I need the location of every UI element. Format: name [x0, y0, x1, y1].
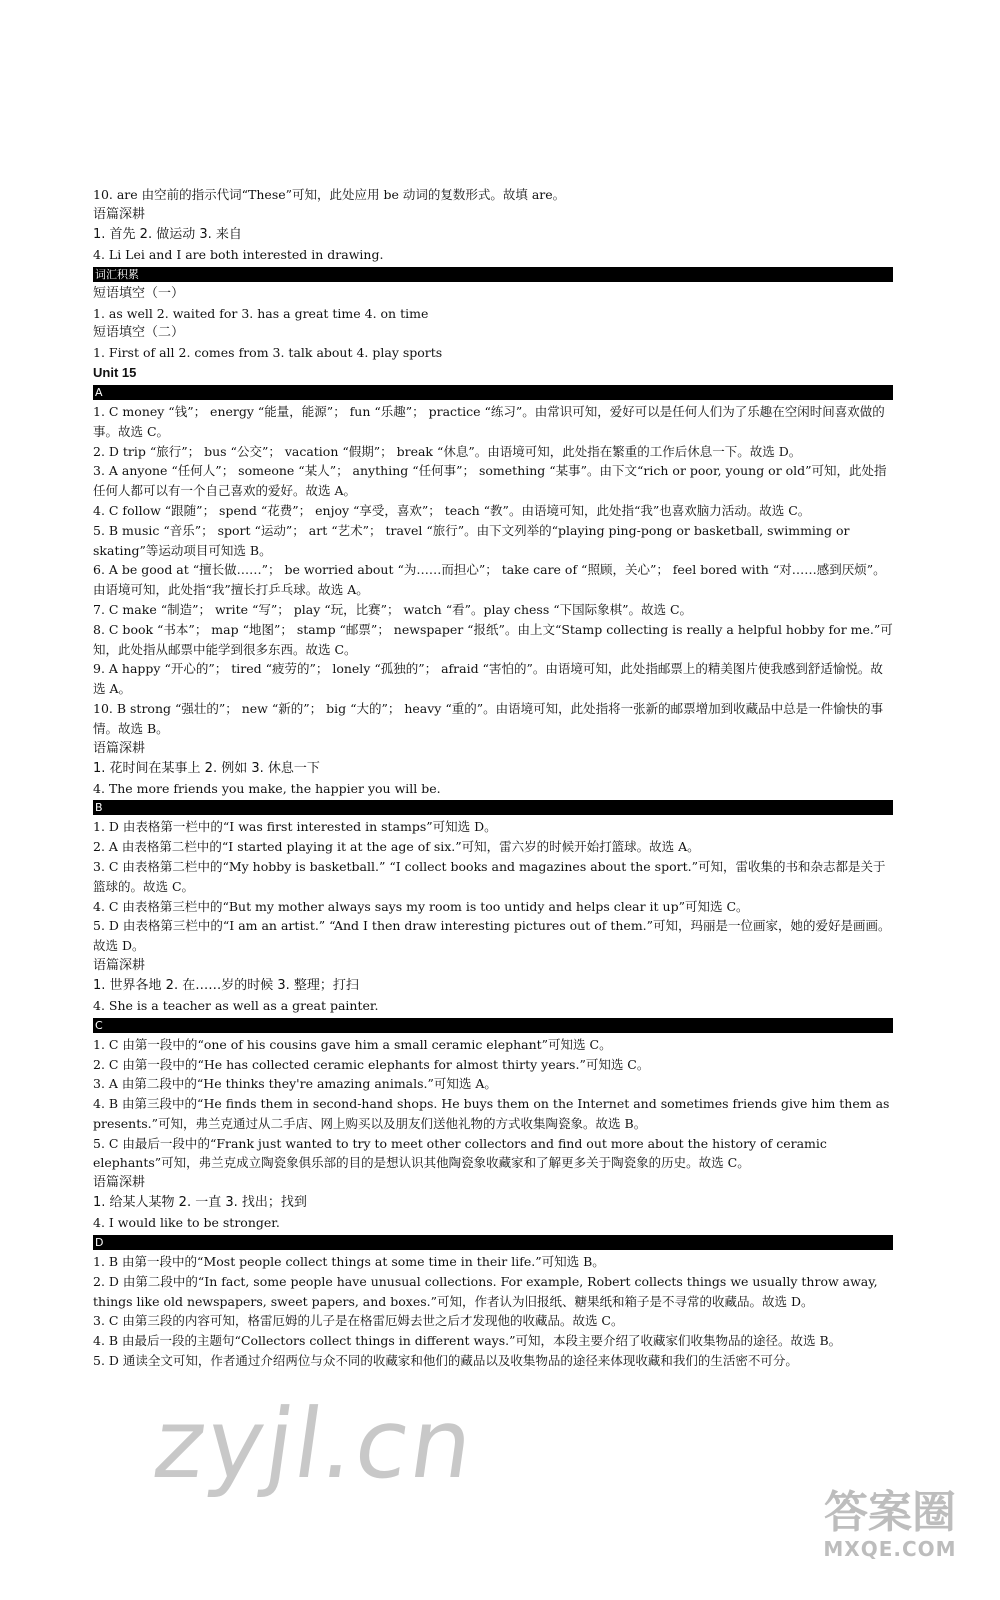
answer-line: 4. C 由表格第三栏中的“But my mother always says my room is too untidy and helps clear it up”可知选 C。 [93, 898, 749, 914]
answer-line: 1. B 由第一段中的“Most people collect things at some time in their life.”可知选 B。 [93, 1254, 605, 1270]
section-heading: 短语填空（一） [93, 285, 185, 301]
answer-line: 9. A happy “开心的”； tired “疲劳的”； lonely “孤独的”； afraid “害怕的”。由语境可知，此处指邮票上的精美图片使我感到舒适愉悦。故选 A。 [93, 661, 883, 697]
answer-line: 5. B music “音乐”； sport “运动”； art “艺术”； travel “旅行”。由下文列举的“playing ping-pong or basketball, swimming or skating”等运动项目可知选 B。 [93, 522, 850, 558]
answer-line: 10. are 由空前的指示代词“These”可知，此处应用 be 动词的复数形式。故填 are。 [93, 187, 566, 202]
answer-line: 1. C money “钱”； energy “能量，能源”； fun “乐趣”； practice “练习”。由常识可知，爱好可以是任何人们为了乐趣在空闲时间喜欢做的事。故选 C。 [93, 403, 885, 439]
answer-line: 1. 花时间在某事上 2. 例如 3. 休息一下 [93, 760, 320, 776]
logo-watermark [815, 1488, 965, 1560]
answer-line: 4. Li Lei and I are both interested in drawing. [93, 246, 384, 262]
unit-title: Unit 15 [93, 365, 137, 381]
logo-text: 答案圈 [824, 1487, 956, 1538]
answer-line: 4. B 由第三段中的“He finds them in second-hand shops. He buys them on the Internet and sometimes friends give him them as presents.”可知，弗兰克通过从二手店、网上购买以及朋友们送他礼物的方式收集陶瓷象。故选 B。 [93, 1096, 890, 1131]
section-bar-vocabulary: 词汇积累 [93, 267, 893, 282]
answer-line: 1. First of all 2. comes from 3. talk about 4. play sports [93, 345, 443, 361]
section-heading: 语篇深耕 [93, 206, 146, 222]
section-heading: 短语填空（二） [93, 325, 185, 341]
answer-line: 4. She is a teacher as well as a great painter. [93, 997, 379, 1013]
answer-line: 4. C follow “跟随”； spend “花费”； enjoy “享受，喜欢”； teach “教”。由语境可知，此处指“我”也喜欢脑力活动。故选 C。 [93, 502, 811, 518]
answer-line: 2. D 由第二段中的“In fact, some people have unusual collections. For example, Robert collects things we usually throw away, things like old newspapers, sweet papers, and boxes.”可知，作者认为旧报纸、糖果纸和箱子是不寻常的收藏品。故选 D。 [93, 1273, 878, 1309]
section-bar-c: C [93, 1018, 893, 1033]
answer-line: 1. as well 2. waited for 3. has a great time 4. on time [93, 305, 429, 321]
answer-line: 3. C 由第三段的内容可知，格雷厄姆的儿子是在格雷厄姆去世之后才发现他的收藏品。故选 C。 [93, 1313, 624, 1329]
answer-line: 2. C 由第一段中的“He has collected ceramic elephants for almost thirty years.”可知选 C。 [93, 1056, 650, 1072]
answer-line: 1. 给某人某物 2. 一直 3. 找出；找到 [93, 1195, 307, 1211]
answer-line: 4. B 由最后一段的主题句“Collectors collect things in different ways.”可知，本段主要介绍了收藏家们收集物品的途径。故选 B。 [93, 1333, 842, 1349]
answer-line: 1. C 由第一段中的“one of his cousins gave him a small ceramic elephant”可知选 C。 [93, 1036, 612, 1052]
answer-line: 3. A anyone “任何人”； someone “某人”； anything “任何事”； something “某事”。由下文“rich or poor, young or old”可知，此处指任何人都可以有一个自己喜欢的爱好。故选 A。 [93, 463, 887, 499]
answer-line: 1. 世界各地 2. 在……岁的时候 3. 整理；打扫 [93, 977, 359, 993]
answer-line: 7. C make “制造”； write “写”； play “玩，比赛”； watch “看”。play chess “下国际象棋”。故选 C。 [93, 601, 693, 617]
answer-line: 1. D 由表格第一栏中的“I was first interested in stamps”可知选 D。 [93, 819, 497, 835]
answer-line: 2. A 由表格第二栏中的“I started playing it at the age of six.”可知，雷六岁的时候开始打篮球。故选 A。 [93, 839, 700, 855]
answer-line: 3. C 由表格第二栏中的“My hobby is basketball.” “I collect books and magazines about the sport.”可知，雷收集的书和杂志都是关于篮球的。故选 C。 [93, 858, 886, 894]
answer-line: 5. C 由最后一段中的“Frank just wanted to try to meet other collectors and find out more about the history of ceramic elephants”可知，弗兰克成立陶瓷象俱乐部的目的是想认识其他陶瓷象收藏家和了解更多关于陶瓷象的历史。故选 C。 [93, 1135, 827, 1171]
answer-line: 2. D trip “旅行”； bus “公交”； vacation “假期”； break “休息”。由语境可知，此处指在繁重的工作后休息一下。故选 D。 [93, 443, 802, 459]
section-heading: 语篇深耕 [93, 1175, 146, 1191]
section-bar-d: D [93, 1235, 893, 1250]
answer-page [93, 185, 893, 1371]
section-heading: 语篇深耕 [93, 740, 146, 756]
section-heading: 语篇深耕 [93, 957, 146, 973]
answer-line: 10. B strong “强壮的”； new “新的”； big “大的”； heavy “重的”。由语境可知，此处指将一张新的邮票增加到收藏品中总是一件愉快的事情。故选 B。 [93, 700, 884, 736]
section-bar-b: B [93, 800, 893, 815]
answer-line: 1. 首先 2. 做运动 3. 来自 [93, 226, 242, 242]
answer-line: 6. A be good at “擅长做……”； be worried about “为……而担心”； take care of “照顾，关心”； feel bored with “对……感到厌烦”。由语境可知，此处指“我”擅长打乒乓球。故选 A。 [93, 562, 886, 598]
section-bar-a: A [93, 385, 893, 400]
answer-line: 8. C book “书本”； map “地图”； stamp “邮票”； newspaper “报纸”。由上文“Stamp collecting is really a helpful hobby for me.”可知，此处指从邮票中能学到很多东西。故选 C。 [93, 621, 893, 657]
answer-line: 4. The more friends you make, the happier you will be. [93, 780, 441, 796]
logo-domain: MXQE.COM [823, 1537, 957, 1561]
site-watermark: zyjl.cn [147, 1388, 482, 1500]
answer-line: 5. D 通读全文可知，作者通过介绍两位与众不同的收藏家和他们的藏品以及收集物品的途径来体现收藏和我们的生活密不可分。 [93, 1353, 798, 1369]
answer-line: 4. I would like to be stronger. [93, 1215, 280, 1231]
answer-line: 3. A 由第二段中的“He thinks they're amazing animals.”可知选 A。 [93, 1076, 497, 1092]
answer-line: 5. D 由表格第三栏中的“I am an artist.” “And I then draw interesting pictures out of them.”可知，玛丽是一位画家，她的爱好是画画。故选 D。 [93, 918, 891, 954]
